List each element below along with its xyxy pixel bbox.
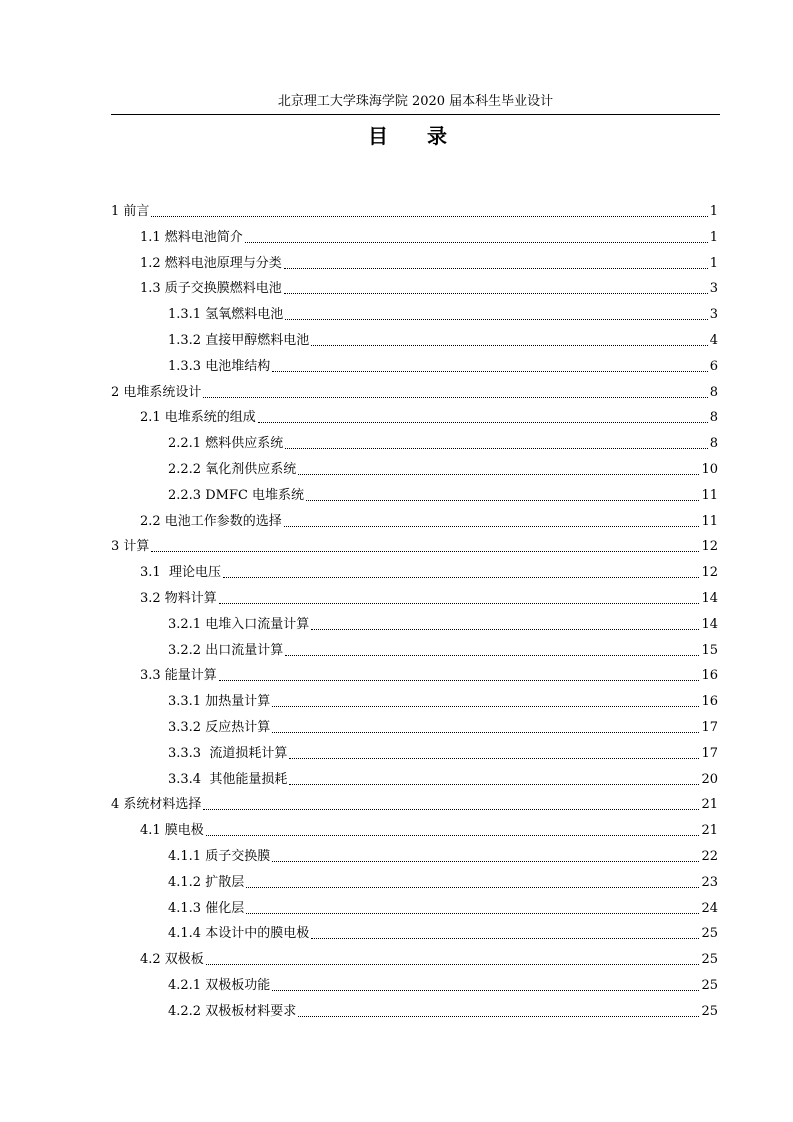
- toc-entry[interactable]: [168, 616, 718, 634]
- toc-entry[interactable]: [140, 667, 718, 685]
- toc-entry-page-number: 14: [701, 617, 718, 632]
- toc-entry[interactable]: [140, 229, 718, 247]
- toc-entry-page-number: 23: [701, 875, 718, 890]
- toc-entry[interactable]: [168, 771, 718, 789]
- toc-entry[interactable]: [140, 822, 718, 840]
- toc-leader-dots: [258, 422, 708, 423]
- toc-leader-dots: [203, 397, 707, 398]
- toc-entry[interactable]: [168, 642, 718, 660]
- toc-entry-page-number: 8: [709, 410, 718, 425]
- toc-entry-label: 4.1 膜电极: [140, 823, 204, 838]
- toc-entry-page-number: 17: [701, 720, 718, 735]
- toc-entry-label: 3.1 理论电压: [140, 565, 221, 580]
- toc-entry-label: 1.3.2 直接甲醇燃料电池: [168, 333, 310, 348]
- toc-entry-page-number: 25: [701, 978, 718, 993]
- toc-entry[interactable]: [168, 693, 718, 711]
- toc-entry[interactable]: [168, 487, 718, 505]
- toc-entry-page-number: 25: [701, 1004, 718, 1019]
- toc-entry[interactable]: [111, 796, 718, 814]
- toc-leader-dots: [284, 268, 708, 269]
- toc-entry-page-number: 12: [701, 565, 718, 580]
- toc-entry[interactable]: [168, 977, 718, 995]
- toc-entry-label: 2.2 电池工作参数的选择: [140, 514, 282, 529]
- toc-entry[interactable]: [140, 513, 718, 531]
- toc-entry-label: 4.1.4 本设计中的膜电极: [168, 926, 310, 941]
- toc-entry-page-number: 16: [701, 668, 718, 683]
- toc-entry-page-number: 1: [709, 204, 718, 219]
- toc-entry[interactable]: [111, 538, 718, 556]
- toc-entry-page-number: 1: [709, 230, 718, 245]
- toc-entry[interactable]: [168, 900, 718, 918]
- toc-entry-label: 1.3 质子交换膜燃料电池: [140, 281, 282, 296]
- toc-leader-dots: [272, 861, 699, 862]
- toc-leader-dots: [284, 293, 708, 294]
- toc-entry-label: 2.2.2 氧化剂供应系统: [168, 462, 297, 477]
- toc-leader-dots: [151, 216, 707, 217]
- toc-leader-dots: [311, 345, 708, 346]
- toc-leader-dots: [246, 913, 699, 914]
- toc-entry[interactable]: [168, 332, 718, 350]
- toc-leader-dots: [285, 655, 699, 656]
- toc-entry-label: 4.2.1 双极板功能: [168, 978, 271, 993]
- toc-leader-dots: [289, 758, 699, 759]
- toc-leader-dots: [206, 835, 700, 836]
- toc-entry[interactable]: [168, 435, 718, 453]
- toc-entry-page-number: 22: [701, 849, 718, 864]
- toc-leader-dots: [272, 732, 699, 733]
- toc-leader-dots: [285, 448, 708, 449]
- toc-entry-label: 4 系统材料选择: [111, 797, 202, 812]
- toc-entry[interactable]: [168, 745, 718, 763]
- toc-entry-page-number: 10: [701, 462, 718, 477]
- toc-entry[interactable]: [168, 1003, 718, 1021]
- toc-leader-dots: [246, 887, 699, 888]
- toc-entry-page-number: 25: [701, 926, 718, 941]
- toc-entry-label: 4.1.1 质子交换膜: [168, 849, 271, 864]
- toc-leader-dots: [219, 680, 700, 681]
- toc-entry-page-number: 15: [701, 643, 718, 658]
- toc-entry[interactable]: [140, 280, 718, 298]
- toc-entry-label: 1.3.3 电池堆结构: [168, 359, 271, 374]
- toc-entry-page-number: 14: [701, 591, 718, 606]
- toc-leader-dots: [284, 526, 700, 527]
- toc-entry-label: 3 计算: [111, 539, 150, 554]
- toc-title: 目 录: [368, 124, 463, 148]
- toc-leader-dots: [272, 990, 699, 991]
- toc-entry-label: 4.2 双极板: [140, 952, 204, 967]
- toc-entry[interactable]: [168, 306, 718, 324]
- toc-leader-dots: [206, 964, 700, 965]
- toc-entry-label: 2 电堆系统设计: [111, 385, 202, 400]
- toc-entry-page-number: 3: [709, 281, 718, 296]
- toc-entry[interactable]: [168, 848, 718, 866]
- toc-entry-label: 2.2.3 DMFC 电堆系统: [168, 488, 305, 503]
- toc-entry-label: 1.2 燃料电池原理与分类: [140, 256, 282, 271]
- toc-leader-dots: [311, 938, 699, 939]
- toc-entry-label: 3.3.2 反应热计算: [168, 720, 271, 735]
- toc-entry-page-number: 25: [701, 952, 718, 967]
- toc-leader-dots: [272, 706, 699, 707]
- toc-entry-page-number: 24: [701, 901, 718, 916]
- toc-entry[interactable]: [168, 925, 718, 943]
- toc-leader-dots: [223, 577, 700, 578]
- toc-entry-label: 3.2.2 出口流量计算: [168, 643, 284, 658]
- toc-entry-label: 3.2 物料计算: [140, 591, 217, 606]
- toc-entry[interactable]: [140, 590, 718, 608]
- toc-entry-label: 1.1 燃料电池简介: [140, 230, 243, 245]
- toc-entry-label: 1 前言: [111, 204, 150, 219]
- toc-entry-page-number: 8: [709, 436, 718, 451]
- toc-entry-page-number: 17: [701, 746, 718, 761]
- toc-entry-label: 4.1.2 扩散层: [168, 875, 245, 890]
- toc-leader-dots: [245, 242, 708, 243]
- toc-entry[interactable]: [140, 564, 718, 582]
- page-header: 北京理工大学珠海学院 2020 届本科生毕业设计: [277, 94, 554, 109]
- toc-entry-label: 2.1 电堆系统的组成: [140, 410, 256, 425]
- toc-entry-page-number: 6: [709, 359, 718, 374]
- toc-entry-label: 3.3.1 加热量计算: [168, 694, 271, 709]
- toc-entry-label: 3.3 能量计算: [140, 668, 217, 683]
- toc-entry-page-number: 11: [701, 488, 718, 503]
- toc-entry[interactable]: [140, 255, 718, 273]
- toc-leader-dots: [311, 629, 699, 630]
- toc-entry-page-number: 21: [701, 823, 718, 838]
- toc-entry-page-number: 3: [709, 307, 718, 322]
- header-divider: [111, 114, 720, 115]
- toc-entry[interactable]: [140, 409, 718, 427]
- toc-entry-label: 3.2.1 电堆入口流量计算: [168, 617, 310, 632]
- toc-leader-dots: [298, 1016, 699, 1017]
- toc-entry-page-number: 20: [701, 772, 718, 787]
- toc-leader-dots: [306, 500, 699, 501]
- toc-entry-page-number: 4: [709, 333, 718, 348]
- toc-entry[interactable]: [111, 384, 718, 402]
- toc-leader-dots: [203, 809, 699, 810]
- toc-entry-page-number: 1: [709, 256, 718, 271]
- toc-entry-label: 2.2.1 燃料供应系统: [168, 436, 284, 451]
- toc-leader-dots: [285, 319, 708, 320]
- toc-leader-dots: [272, 371, 708, 372]
- toc-entry[interactable]: [168, 719, 718, 737]
- toc-entry-page-number: 21: [701, 797, 718, 812]
- toc-entry[interactable]: [140, 951, 718, 969]
- toc-entry[interactable]: [168, 358, 718, 376]
- toc-entry-page-number: 12: [701, 539, 718, 554]
- toc-leader-dots: [289, 784, 699, 785]
- toc-entry-page-number: 8: [709, 385, 718, 400]
- toc-entry-page-number: 16: [701, 694, 718, 709]
- toc-entry[interactable]: [111, 203, 718, 221]
- toc-leader-dots: [151, 551, 699, 552]
- toc-entry-label: 4.1.3 催化层: [168, 901, 245, 916]
- toc-entry-label: 1.3.1 氢氧燃料电池: [168, 307, 284, 322]
- toc-entry[interactable]: [168, 461, 718, 479]
- toc-entry-page-number: 11: [701, 514, 718, 529]
- toc-leader-dots: [219, 603, 700, 604]
- toc-entry[interactable]: [168, 874, 718, 892]
- toc-entry-label: 3.3.4 其他能量损耗: [168, 772, 288, 787]
- toc-entry-label: 4.2.2 双极板材料要求: [168, 1004, 297, 1019]
- toc-leader-dots: [298, 474, 699, 475]
- toc-entry-label: 3.3.3 流道损耗计算: [168, 746, 288, 761]
